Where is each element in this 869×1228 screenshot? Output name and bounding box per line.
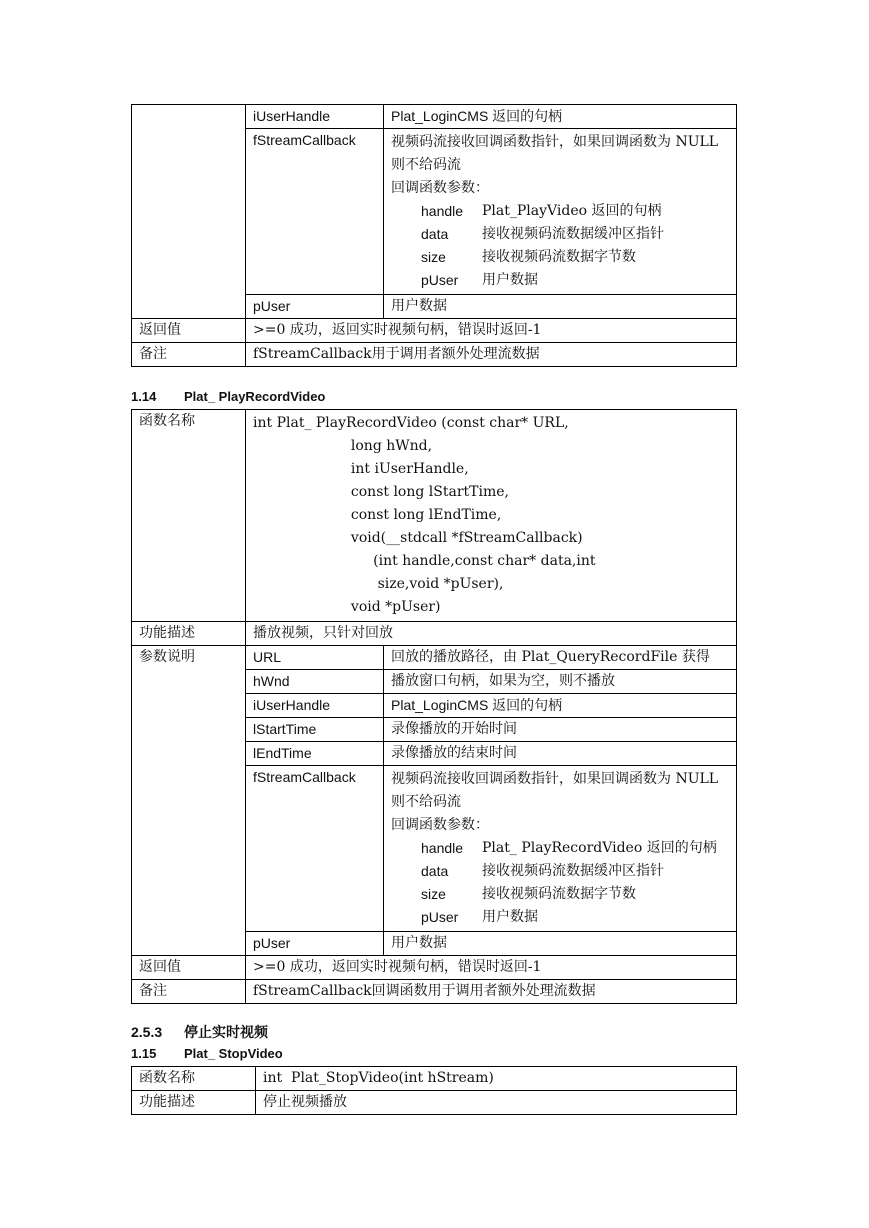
desc-line: 则不给码流 bbox=[391, 794, 461, 810]
param-name: iUserHandle bbox=[246, 105, 384, 129]
note-value: fStreamCallback用于调用者额外处理流数据 bbox=[246, 343, 737, 367]
callback-param-key: size bbox=[421, 249, 446, 265]
callback-param-val: 接收视频码流数据缓冲区指针 bbox=[482, 226, 664, 242]
signature-line: const long lStartTime, bbox=[253, 484, 509, 500]
callback-param-val: 用户数据 bbox=[482, 272, 538, 288]
section-heading bbox=[131, 1046, 283, 1061]
signature-line: int Plat_ PlayRecordVideo (const char* URL, bbox=[253, 415, 569, 431]
section-title: 停止实时视频 bbox=[184, 1024, 268, 1040]
return-label: 返回值 bbox=[132, 956, 246, 980]
desc-line: 视频码流接收回调函数指针，如果回调函数为 NULL bbox=[391, 771, 719, 787]
function-signature bbox=[246, 410, 737, 622]
param-name: iUserHandle bbox=[246, 694, 384, 718]
param-desc: 播放窗口句柄，如果为空，则不播放 bbox=[384, 670, 737, 694]
param-desc: 回放的播放路径，由 Plat_QueryRecordFile 获得 bbox=[384, 646, 737, 670]
signature-line: int iUserHandle, bbox=[253, 461, 469, 477]
section-number: 1.14 bbox=[131, 389, 157, 404]
param-name: fStreamCallback bbox=[246, 129, 384, 295]
function-signature: int Plat_StopVideo(int hStream) bbox=[256, 1067, 737, 1091]
callback-param-key: data bbox=[421, 863, 449, 879]
callback-param-val: 接收视频码流数据缓冲区指针 bbox=[482, 863, 664, 879]
signature-line: void(__stdcall *fStreamCallback) bbox=[253, 530, 583, 546]
section-title: Plat_ PlayRecordVideo bbox=[184, 389, 326, 404]
section-number: 2.5.3 bbox=[131, 1024, 163, 1040]
param-name: pUser bbox=[246, 932, 384, 956]
param-desc: 录像播放的开始时间 bbox=[384, 718, 737, 742]
desc-line: 视频码流接收回调函数指针，如果回调函数为 NULL bbox=[391, 134, 719, 150]
func-name-label: 函数名称 bbox=[132, 410, 246, 622]
signature-line: void *pUser) bbox=[253, 599, 441, 615]
callback-param-key: handle bbox=[421, 203, 464, 219]
return-value: >=0 成功，返回实时视频句柄，错误时返回-1 bbox=[246, 319, 737, 343]
section-number: 1.15 bbox=[131, 1046, 157, 1061]
param-desc: 用户数据 bbox=[384, 932, 737, 956]
param-desc: Plat_LoginCMS 返回的句柄 bbox=[384, 105, 737, 129]
param-name: URL bbox=[246, 646, 384, 670]
params-label: 参数说明 bbox=[132, 646, 246, 956]
function-table-stop-video bbox=[131, 1066, 737, 1115]
signature-line: size,void *pUser), bbox=[253, 576, 504, 592]
params-label-cell bbox=[132, 105, 246, 319]
return-value: >=0 成功，返回实时视频句柄，错误时返回-1 bbox=[246, 956, 737, 980]
param-name: pUser bbox=[246, 295, 384, 319]
func-desc: 播放视频，只针对回放 bbox=[246, 622, 737, 646]
section-title: Plat_ StopVideo bbox=[184, 1046, 283, 1061]
desc-line: 回调函数参数： bbox=[391, 180, 489, 196]
param-desc-callback bbox=[384, 766, 737, 932]
param-desc-callback bbox=[384, 129, 737, 295]
section-heading bbox=[131, 389, 325, 404]
signature-line: long hWnd, bbox=[253, 438, 433, 454]
func-name-label: 函数名称 bbox=[132, 1067, 256, 1091]
param-table-continued bbox=[131, 104, 737, 367]
callback-param-key: pUser bbox=[421, 272, 459, 288]
section-heading bbox=[131, 1022, 268, 1042]
func-desc: 停止视频播放 bbox=[256, 1091, 737, 1115]
param-name: lStartTime bbox=[246, 718, 384, 742]
signature-line: const long lEndTime, bbox=[253, 507, 502, 523]
note-value: fStreamCallback回调函数用于调用者额外处理流数据 bbox=[246, 980, 737, 1004]
callback-param-val: 接收视频码流数据字节数 bbox=[482, 886, 636, 902]
callback-param-key: size bbox=[421, 886, 446, 902]
param-desc: 录像播放的结束时间 bbox=[384, 742, 737, 766]
func-desc-label: 功能描述 bbox=[132, 1091, 256, 1115]
desc-line: 则不给码流 bbox=[391, 157, 461, 173]
signature-line: (int handle,const char* data,int bbox=[253, 553, 596, 569]
function-table-play-record-video bbox=[131, 409, 737, 1004]
note-label: 备注 bbox=[132, 343, 246, 367]
callback-param-val: 用户数据 bbox=[482, 909, 538, 925]
param-name: fStreamCallback bbox=[246, 766, 384, 932]
callback-param-key: handle bbox=[421, 840, 464, 856]
param-desc: Plat_LoginCMS 返回的句柄 bbox=[384, 694, 737, 718]
note-label: 备注 bbox=[132, 980, 246, 1004]
callback-param-val: Plat_ PlayRecordVideo 返回的句柄 bbox=[482, 840, 717, 856]
desc-line: 回调函数参数： bbox=[391, 817, 489, 833]
param-name: hWnd bbox=[246, 670, 384, 694]
callback-param-val: Plat_PlayVideo 返回的句柄 bbox=[482, 203, 662, 219]
callback-param-val: 接收视频码流数据字节数 bbox=[482, 249, 636, 265]
param-desc: 用户数据 bbox=[384, 295, 737, 319]
param-name: lEndTime bbox=[246, 742, 384, 766]
callback-param-key: data bbox=[421, 226, 449, 242]
return-label: 返回值 bbox=[132, 319, 246, 343]
callback-param-key: pUser bbox=[421, 909, 459, 925]
func-desc-label: 功能描述 bbox=[132, 622, 246, 646]
